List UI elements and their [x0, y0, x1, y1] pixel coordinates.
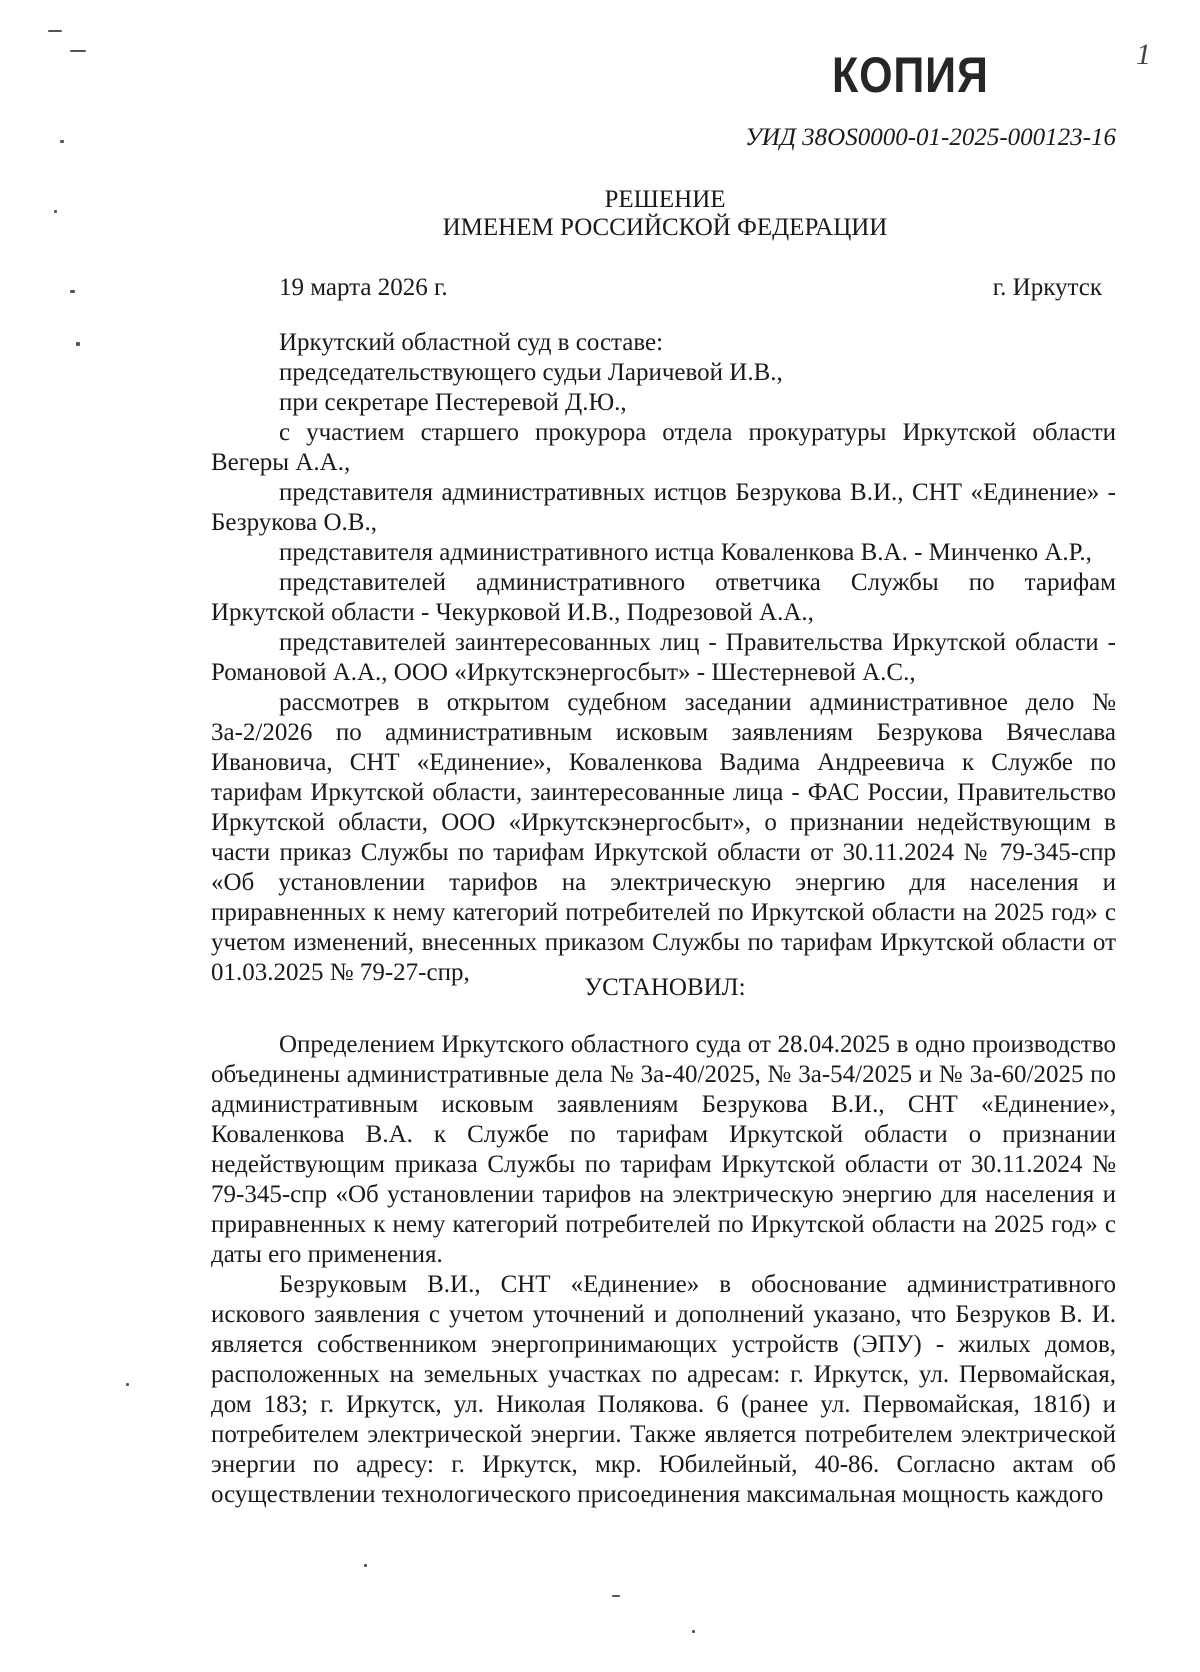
- document-title: РЕШЕНИЕ: [604, 186, 726, 213]
- decision-body-block: [211, 1030, 1116, 1510]
- scan-speck: [126, 1383, 129, 1386]
- scan-speck: [70, 290, 75, 293]
- intro-paragraph: рассмотрев в открытом судебном заседании административное дело № 3а-2/2026 по административным исковым заявлениям Безрукова Вячеслава Ивановича, СНТ «Единение», Коваленкова Вадима Андреевича к Службе по тарифам Иркутской области, заинтересованные лица - ФАС России, Правительство Иркутской области, ООО «Иркутскэнергосбыт», о признании недействующим в части приказ Службы по тарифам Иркутской области от 30.11.2024 № 79-345-спр «Об установлении тарифов на электрическую энергию для населения и приравненных к нему категорий потребителей по Иркутской области на 2025 год» с учетом изменений, внесенных приказом Службы по тарифам Иркутской области от 01.03.2025 № 79-27-спр,: [211, 689, 1116, 986]
- intro-paragraph: представителя административных истцов Безрукова В.И., СНТ «Единение» - Безрукова О.В.,: [211, 479, 1116, 536]
- intro-paragraph: представителей заинтересованных лиц - Правительства Иркутской области - Романовой А.А., ООО «Иркутскэнергосбыт» - Шестерневой А.С.,: [211, 629, 1116, 686]
- court-composition-block: [211, 328, 1116, 988]
- intro-paragraph: с участием старшего прокурора отдела прокуратуры Иркутской области Вегеры А.А.,: [211, 419, 1116, 476]
- scan-speck: [54, 210, 57, 213]
- scan-speck: [76, 342, 80, 346]
- established-heading: УСТАНОВИЛ:: [584, 974, 746, 1001]
- case-uid: УИД 38OS0000-01-2025-000123-16: [745, 124, 1116, 151]
- body-paragraph: Безруковым В.И., СНТ «Единение» в обоснование административного искового заявления с учетом уточнений и дополнений указано, что Безруков В. И. является собственником энергопринимающих устройств (ЭПУ) - жилых домов, расположенных на земельных участках по адресам: г. Иркутск, ул. Первомайская, дом 183; г. Иркутск, ул. Николая Полякова. 6 (ранее ул. Первомайская, 181б) и потребителем электрической энергии. Также является потребителем электрической энергии по адресу: г. Иркутск, мкр. Юбилейный, 40-86. Согласно актам об осуществлении технологического присоединения максимальная мощность каждого: [211, 1271, 1116, 1508]
- document-subtitle: ИМЕНЕМ РОССИЙСКОЙ ФЕДЕРАЦИИ: [442, 214, 888, 241]
- scan-speck: [364, 1564, 367, 1567]
- scan-speck: [60, 140, 64, 143]
- body-paragraph: Определением Иркутского областного суда от 28.04.2025 в одно производство объединены административные дела № 3а-40/2025, № 3а-54/2025 и № 3а-60/2025 по административным исковым заявлениям Безрукова В.И., СНТ «Единение», Коваленкова В.А. к Службе по тарифам Иркутской области о признании недействующим приказа Службы по тарифам Иркутской области от 30.11.2024 № 79-345-спр «Об установлении тарифов на электрическую энергию для населения и приравненных к нему категорий потребителей по Иркутской области на 2025 год» с даты его применения.: [211, 1031, 1116, 1268]
- intro-paragraph: при секретаре Пестеревой Д.Ю.,: [279, 389, 627, 416]
- page-number-mark: 1: [1136, 38, 1151, 71]
- intro-paragraph: представителей административного ответчика Службы по тарифам Иркутской области - Чекурковой И.В., Подрезовой А.А.,: [211, 569, 1116, 626]
- decision-date: 19 марта 2026 г.: [279, 274, 448, 301]
- scan-speck: [692, 1630, 695, 1633]
- intro-paragraph: Иркутский областной суд в составе:: [279, 329, 664, 356]
- scan-speck: [612, 1595, 620, 1597]
- decision-city: г. Иркутск: [992, 274, 1102, 301]
- copy-stamp: КОПИЯ: [832, 47, 989, 103]
- intro-paragraph: представителя административного истца Коваленкова В.А. - Минченко А.Р.,: [279, 539, 1092, 566]
- scan-speck: [48, 30, 62, 32]
- intro-paragraph: председательствующего судьи Ларичевой И.В.,: [279, 359, 783, 386]
- scan-speck: [70, 50, 86, 52]
